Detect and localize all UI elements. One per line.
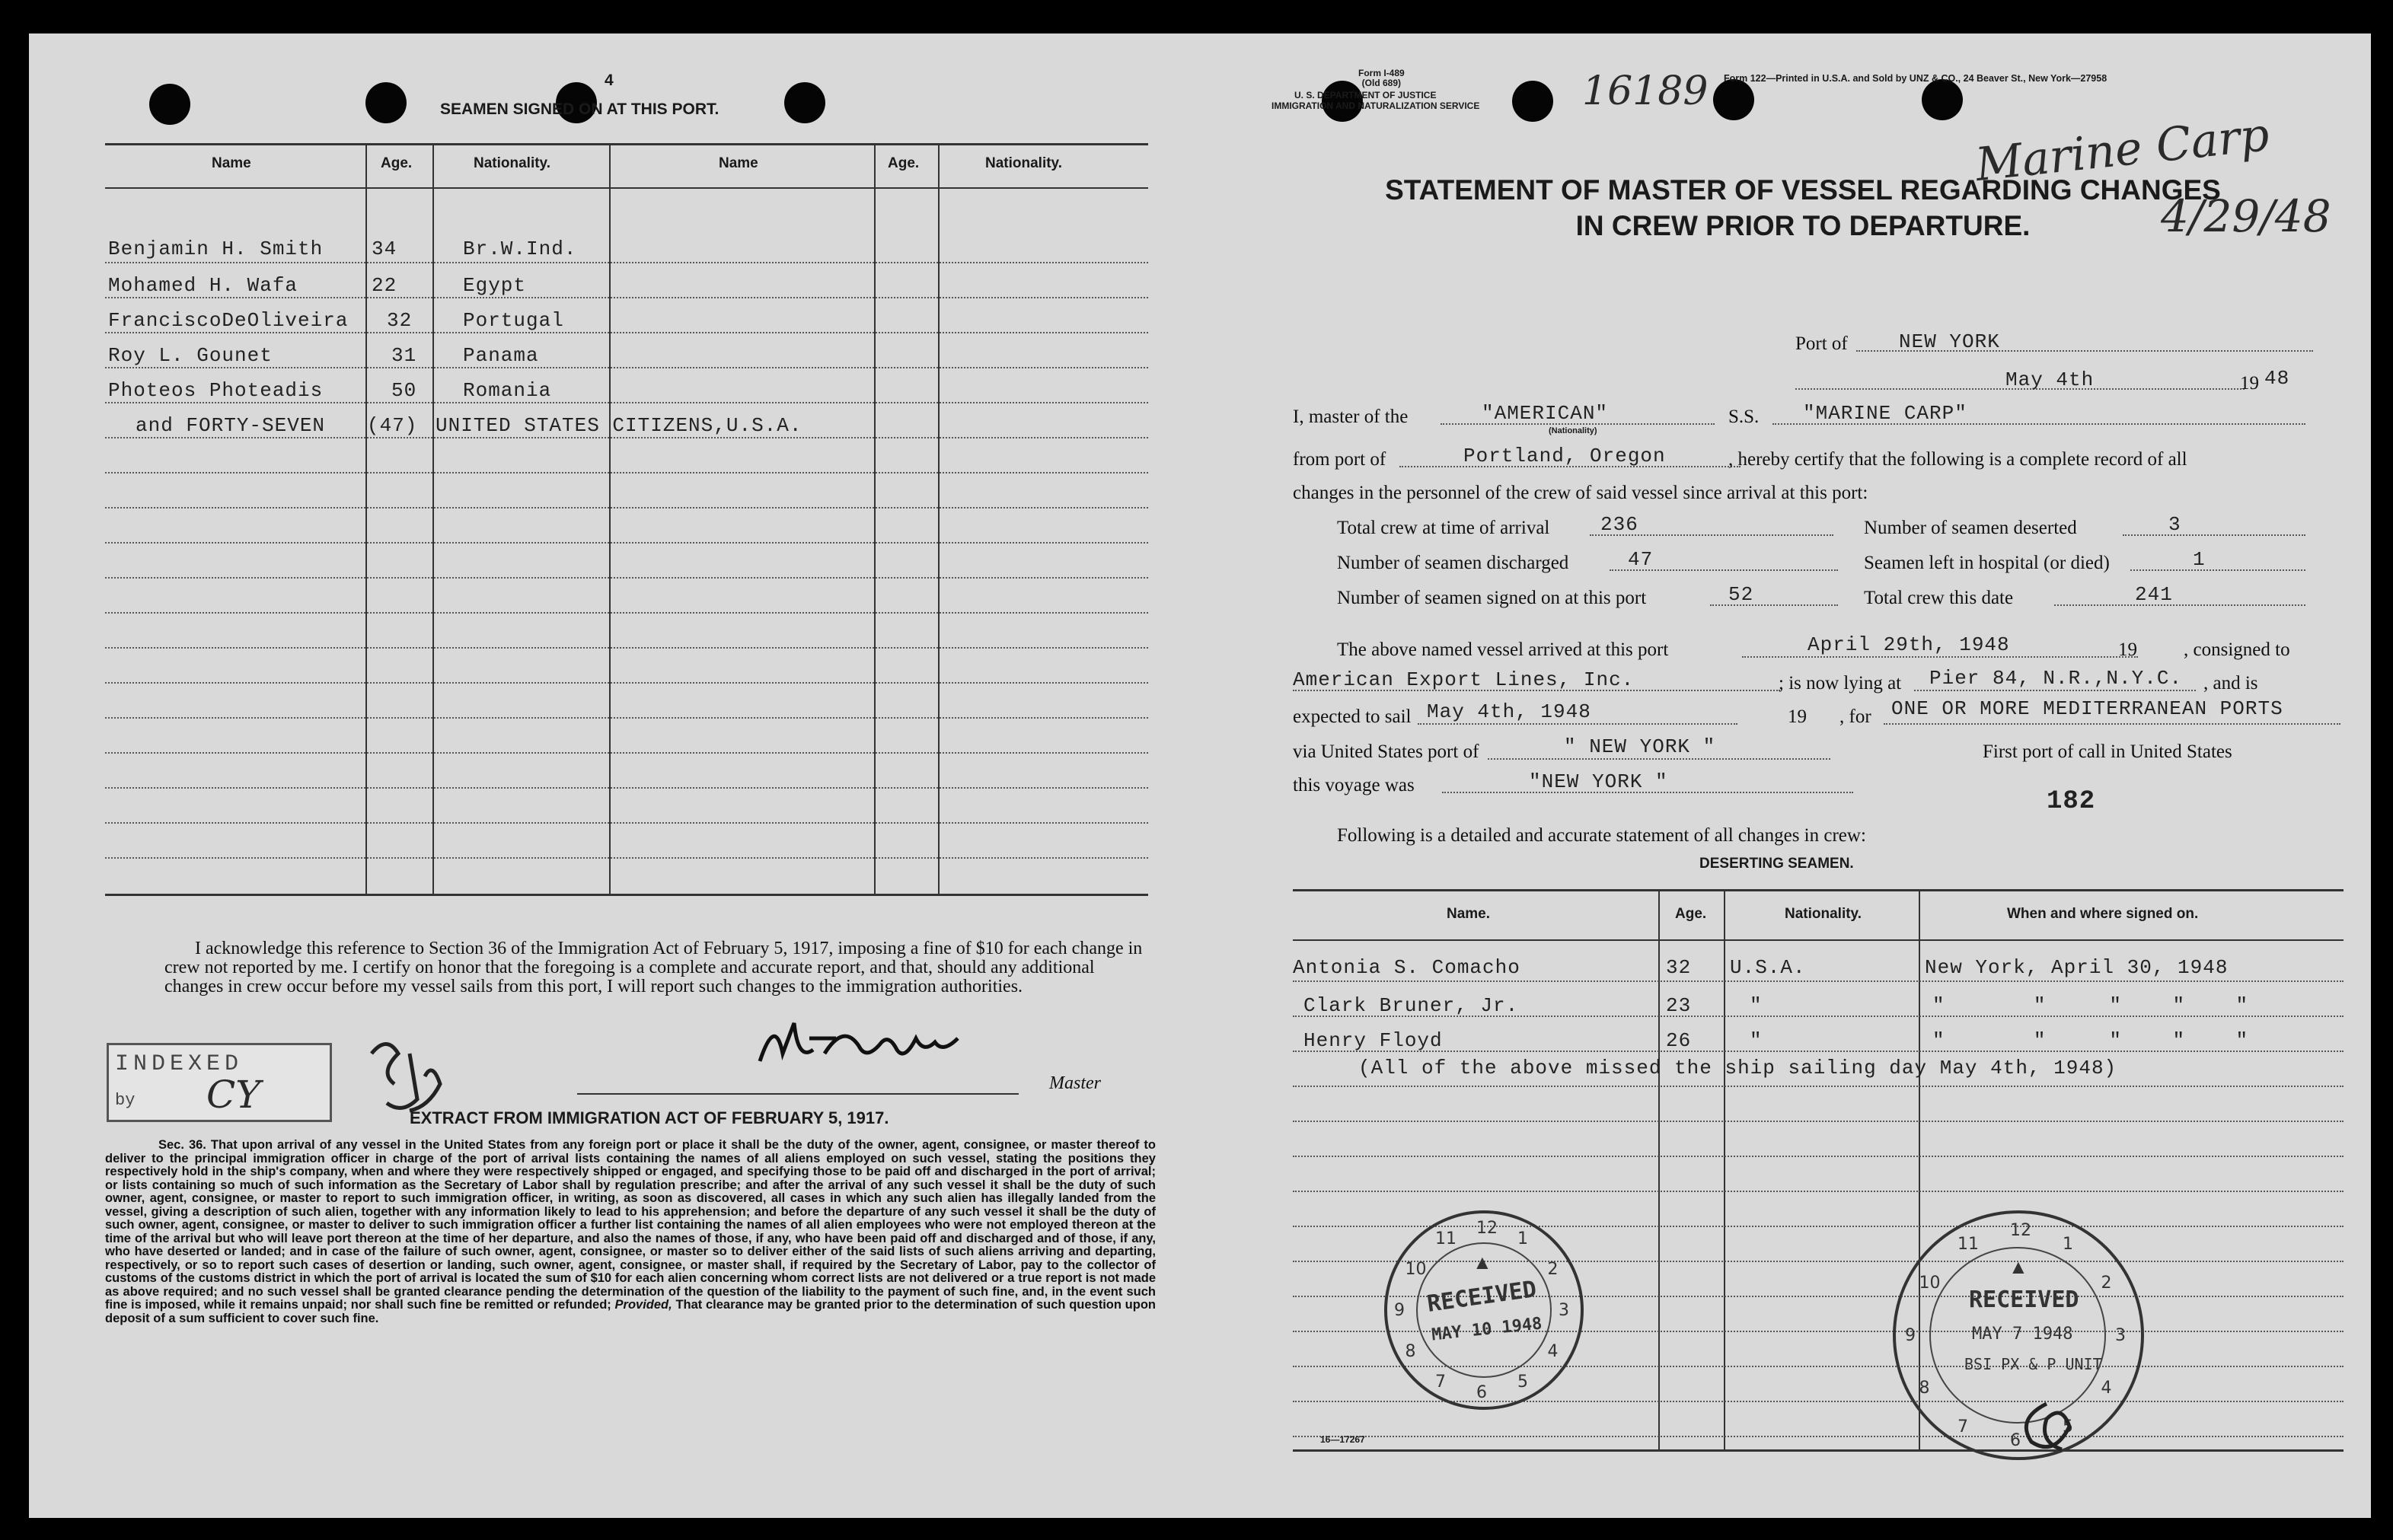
date-value: May 4th <box>2005 368 2095 391</box>
arrived-value: April 29th, 1948 <box>1808 633 2010 656</box>
row-rule <box>1293 1086 2344 1087</box>
seaman-age: 34 <box>372 238 397 260</box>
seaman-name: Benjamin H. Smith <box>108 238 324 260</box>
deserters-note: (All of the above missed the ship sailing day May 4th, 1948) <box>1358 1057 2117 1079</box>
row-rule <box>105 647 1148 649</box>
stat-label-deserted: Number of seamen deserted <box>1864 518 2077 538</box>
deserter-name: Antonia S. Comacho <box>1293 956 1520 979</box>
nationality-sub: (Nationality) <box>1549 426 1597 435</box>
title-line2: IN CREW PRIOR TO DEPARTURE. <box>1575 210 2031 241</box>
seaman-name: Photeos Photeadis <box>108 379 324 402</box>
year-value: 48 <box>2264 367 2290 390</box>
voyage-value: "NEW YORK " <box>1529 770 1668 793</box>
row-rule <box>105 367 1148 368</box>
stamp1-received: RECEIVED <box>1425 1276 1539 1318</box>
seaman-nationality: Panama <box>463 344 539 367</box>
stamp2-received: RECEIVED <box>1969 1287 2079 1313</box>
deserter-nationality: U.S.A. <box>1730 956 1806 979</box>
col-header-name-2: Name <box>719 155 758 171</box>
col-header-age: Age. <box>381 155 413 171</box>
from-port-value: Portland, Oregon <box>1463 445 1666 467</box>
handwritten-initials-stamp <box>2001 1389 2092 1465</box>
vessel-value: "MARINE CARP" <box>1803 402 1967 425</box>
seaman-nationality: UNITED STATES CITIZENS,U.S.A. <box>436 414 802 437</box>
stamp-ring-digit: 3 <box>1559 1301 1569 1320</box>
stat-value-total-date: 241 <box>2135 583 2173 606</box>
consigned-label: , consigned to <box>2184 639 2290 660</box>
stamp-ring-digit: 8 <box>1919 1379 1930 1398</box>
title-line1: STATEMENT OF MASTER OF VESSEL REGARDING CHANGES <box>1385 174 2221 206</box>
desert-col-age: Age. <box>1675 906 1707 922</box>
row-rule <box>105 822 1148 824</box>
extract-section <box>105 1139 1156 1325</box>
deserter-nationality: " <box>1750 1029 1763 1052</box>
first-port-label: First port of call in United States <box>1983 741 2232 762</box>
stamp-ring-digit: 10 <box>1405 1260 1427 1279</box>
row-rule <box>105 857 1148 859</box>
seaman-nationality: Br.W.Ind. <box>463 238 577 260</box>
stat-label-signed-on: Number of seamen signed on at this port <box>1337 588 1647 608</box>
seaman-name: Roy L. Gounet <box>108 344 273 367</box>
row-rule <box>105 577 1148 579</box>
port-label: Port of <box>1795 333 1848 354</box>
row-rule <box>105 507 1148 509</box>
stat-value-total-arrival: 236 <box>1600 513 1638 536</box>
deserter-nationality: " <box>1750 994 1763 1017</box>
seaman-age: 32 <box>387 309 413 332</box>
punch-hole <box>365 82 407 123</box>
col-header-age-2: Age. <box>888 155 920 171</box>
desert-col-nationality: Nationality. <box>1785 906 1862 922</box>
punch-hole <box>784 82 825 123</box>
stamp2-date: MAY 7 1948 <box>1972 1325 2073 1344</box>
row-rule <box>105 612 1148 614</box>
seaman-nationality: Portugal <box>463 309 564 332</box>
col-header-name: Name <box>212 155 251 171</box>
stat-label-total-arrival: Total crew at time of arrival <box>1337 518 1550 538</box>
stamp-ring-digit: 12 <box>1476 1219 1498 1238</box>
department-header <box>1271 90 1479 111</box>
form-number <box>1358 69 1405 88</box>
indexed-initials: CY <box>206 1073 261 1117</box>
changes-text: changes in the personnel of the crew of said vessel since arrival at this port: <box>1293 483 1868 503</box>
master-of-label: I, master of the <box>1293 407 1409 427</box>
handwritten-date: 4/29/48 <box>2161 190 2331 242</box>
row-rule <box>105 402 1148 403</box>
via-value: " NEW YORK " <box>1564 735 1716 758</box>
deserter-signed: New York, April 30, 1948 <box>1925 956 2229 979</box>
form-number-text: Form I-489 <box>1358 68 1405 78</box>
seaman-age: 22 <box>372 274 397 297</box>
seaman-age: 31 <box>391 344 417 367</box>
year-prefix-sail: 19 <box>1788 706 1807 727</box>
row-rule <box>105 682 1148 684</box>
stat-value-signed-on: 52 <box>1728 583 1754 606</box>
extract-title: EXTRACT FROM IMMIGRATION ACT OF FEBRUARY 5, 1917. <box>410 1108 889 1127</box>
stamp-ring-digit: 6 <box>1476 1383 1487 1402</box>
seaman-name: and FORTY-SEVEN <box>136 414 326 437</box>
consignee-value: American Export Lines, Inc. <box>1293 668 1635 691</box>
via-label: via United States port of <box>1293 741 1479 762</box>
year-prefix: 19 <box>2240 373 2259 394</box>
master-label: Master <box>1049 1073 1101 1093</box>
stat-label-hospital: Seamen left in hospital (or died) <box>1864 553 2110 573</box>
stamp-ring-digit: 7 <box>1435 1372 1446 1392</box>
sail-value: May 4th, 1948 <box>1427 700 1591 723</box>
stamp-ring-digit: 3 <box>2115 1326 2126 1345</box>
stamp-ring-digit: 5 <box>1517 1372 1528 1392</box>
following-text: Following is a detailed and accurate statement of all changes in crew: <box>1337 825 1866 846</box>
row-rule <box>105 262 1148 263</box>
indexed-by-label: by <box>115 1091 136 1110</box>
deserter-age: 23 <box>1666 994 1692 1017</box>
stamp-ring-digit: 9 <box>1394 1301 1405 1320</box>
dept-line1: U. S. DEPARTMENT OF JUSTICE <box>1294 90 1437 100</box>
stamp-ring-digit: 4 <box>1547 1342 1559 1361</box>
year-prefix-arrived: 19 <box>2118 639 2137 660</box>
arrived-label: The above named vessel arrived at this port <box>1337 639 1669 660</box>
form-title <box>1285 172 2321 244</box>
punch-hole <box>1512 81 1553 122</box>
handwritten-ship: Marine Carp <box>1973 107 2272 193</box>
desert-col-signed: When and where signed on. <box>2007 906 2199 922</box>
section-label: Sec. 36. <box>158 1138 206 1152</box>
row-rule <box>1293 980 2344 982</box>
stat-label-total-date: Total crew this date <box>1864 588 2014 608</box>
row-rule <box>105 542 1148 544</box>
desert-col-name: Name. <box>1447 906 1491 922</box>
extract-proviso: That clearance may be granted prior to the determination of such question upon deposit of a sum sufficient to cover such fine. <box>105 1298 1157 1325</box>
indexed-label: INDEXED <box>115 1051 244 1077</box>
for-label: , for <box>1839 706 1871 727</box>
row-rule <box>105 752 1148 754</box>
row-rule <box>105 717 1148 719</box>
stat-value-hospital: 1 <box>2193 548 2206 571</box>
stamp-ring-digit: 11 <box>1957 1235 1979 1255</box>
deserter-name: Henry Floyd <box>1303 1029 1443 1052</box>
row-rule <box>1293 1121 2344 1122</box>
from-port-label: from port of <box>1293 449 1386 470</box>
stamp-ring-digit: 7 <box>1957 1417 1968 1436</box>
certify-text: , hereby certify that the following is a complete record of all <box>1728 449 2187 470</box>
left-page-title: SEAMEN SIGNED ON AT THIS PORT. <box>440 100 719 118</box>
stamp1-date: MAY 10 1948 <box>1431 1314 1543 1345</box>
number-182: 182 <box>2047 787 2096 816</box>
port-value: NEW YORK <box>1899 330 2000 353</box>
seaman-name: FranciscoDeOliveira <box>108 309 349 332</box>
acknowledgment-text: I acknowledge this reference to Section 36 of the Immigration Act of February 5, 1917, imposing a fine of $10 for each change in crew not reported by me. I certify on honor that the foregoing is a complete and accurate report, and that, should any additional changes in crew occur before my vessel sails from this port, I will report such changes to the immigration authorities. <box>164 939 1143 996</box>
stamp-ring-digit: 2 <box>2101 1274 2112 1293</box>
destination-value: ONE OR MORE MEDITERRANEAN PORTS <box>1891 697 2283 720</box>
row-rule <box>1293 1156 2344 1157</box>
master-signature <box>752 1008 981 1084</box>
stat-value-discharged: 47 <box>1628 548 1654 571</box>
row-rule <box>105 787 1148 789</box>
punch-hole <box>1922 79 1963 120</box>
voyage-label: this voyage was <box>1293 775 1415 796</box>
seaman-age: 50 <box>391 379 417 402</box>
stamp2-unit: BSI PX & P UNIT <box>1964 1355 2102 1373</box>
and-is-label: , and is <box>2203 673 2258 693</box>
extract-provided: Provided, <box>614 1298 672 1312</box>
indexed-stamp <box>107 1043 332 1122</box>
lying-value: Pier 84, N.R.,N.Y.C. <box>1929 667 2183 690</box>
stamp-ring-digit: 6 <box>2010 1431 2021 1450</box>
deserter-signed: " " " " " <box>1932 994 2249 1017</box>
stamp-ring-digit: 9 <box>1905 1326 1916 1345</box>
deserter-age: 26 <box>1666 1029 1692 1052</box>
seaman-nationality: Romania <box>463 379 552 402</box>
file-number: 16189 <box>1582 69 1709 114</box>
row-rule <box>105 472 1148 473</box>
stamp-ring-digit: 11 <box>1435 1229 1457 1249</box>
row-rule <box>1293 1191 2344 1192</box>
stamp-ring-digit: 5 <box>2063 1417 2073 1436</box>
row-rule <box>105 332 1148 333</box>
punch-hole <box>149 84 190 125</box>
dept-line2: IMMIGRATION AND NATURALIZATION SERVICE <box>1271 100 1480 111</box>
page-number: 4 <box>605 72 614 89</box>
printer-line: Form 122—Printed in U.S.A. and Sold by UNZ & CO., 24 Beaver St., New York—27958 <box>1724 73 2107 84</box>
deserter-name: Clark Bruner, Jr. <box>1303 994 1519 1017</box>
arrow-up-icon: ▲ <box>2009 1256 2028 1278</box>
expected-label: expected to sail <box>1293 706 1412 727</box>
nationality-value: "AMERICAN" <box>1482 402 1609 425</box>
extract-text: That upon arrival of any vessel in the United States from any foreign port or place it shall be the duty of the owner, agent, consignee, or master thereof to deliver to the principal immigration officer in charge of the port of arrival lists containing the names of all aliens employed on such vessel, stating the positions they respectively hold in the ship's company, when and where they were respectively shipped or engaged, and specifying those to be paid off and discharged in the port of arrival; or lists containing so much of such information as the Secretary of Labor shall by regulation prescribe; and after the arrival of any such vessel it shall be the duty of such owner, agent, consignee, or master to report to such immigration officer, in writing, as soon as discovered, all cases in which any such alien has illegally landed from the vessel, giving a description of such alien, together with any information likely to lead to his apprehension; and before the departure of any such vessel it shall be the duty of such owner, agent, consignee, or master to deliver to such immigration officer a further list containing the names of all alien employees who were not employed thereon at the time of the arrival but who will leave port thereon at the time of her departure, and also the names of those, if any, who have been paid off and discharged and of those, if any, who have deserted or landed; and in case of the failure of such owner, agent, consignee, or master so to deliver either of the said lists of such aliens arriving and departing, respectively, or so to report such cases of desertion or landing, such owner, agent, consignee, or master shall, if required by the Secretary of Labor, pay to the collector of customs of the customs district in which the port of arrival is located the sum of $10 for each alien concerning whom correct lists are not delivered or a true report is not made as above required; and no such vessel shall be granted clearance pending the determination of the question of the liability to the payment of such fine, and, in the event such fine is imposed, while it remains unpaid; nor shall such fine be remitted or refunded; <box>105 1138 1156 1312</box>
stat-value-deserted: 3 <box>2168 513 2181 536</box>
form-old-text: (Old 689) <box>1361 78 1402 88</box>
deserter-signed: " " " " " <box>1932 1029 2249 1052</box>
lying-label: ; is now lying at <box>1779 673 1902 693</box>
document-sheet <box>29 33 2371 1518</box>
ss-label: S.S. <box>1728 407 1760 427</box>
stamp-ring-digit: 2 <box>1547 1260 1559 1279</box>
stamp-ring-digit: 12 <box>2010 1221 2031 1240</box>
stat-label-discharged: Number of seamen discharged <box>1337 553 1569 573</box>
seaman-age: (47) <box>367 414 418 437</box>
received-stamp-1 <box>1384 1210 1584 1410</box>
row-rule <box>105 297 1148 298</box>
stamp-ring-digit: 4 <box>2101 1379 2112 1398</box>
row-rule <box>105 437 1148 438</box>
deserting-title: DESERTING SEAMEN. <box>1699 856 1854 872</box>
stamp-ring-digit: 1 <box>1517 1229 1528 1249</box>
col-header-nationality-2: Nationality. <box>985 155 1062 171</box>
stamp-ring-digit: 1 <box>2063 1235 2073 1255</box>
footer-code: 16—17267 <box>1320 1434 1365 1445</box>
row-rule <box>1293 1436 2344 1437</box>
deserter-age: 32 <box>1666 956 1692 979</box>
stamp-ring-digit: 8 <box>1405 1342 1416 1361</box>
punch-hole <box>1713 79 1754 120</box>
seaman-nationality: Egypt <box>463 274 527 297</box>
seaman-name: Mohamed H. Wafa <box>108 274 298 297</box>
stamp-ring-digit: 10 <box>1919 1274 1941 1293</box>
col-header-nationality: Nationality. <box>474 155 550 171</box>
arrow-up-icon: ▲ <box>1472 1251 1492 1274</box>
